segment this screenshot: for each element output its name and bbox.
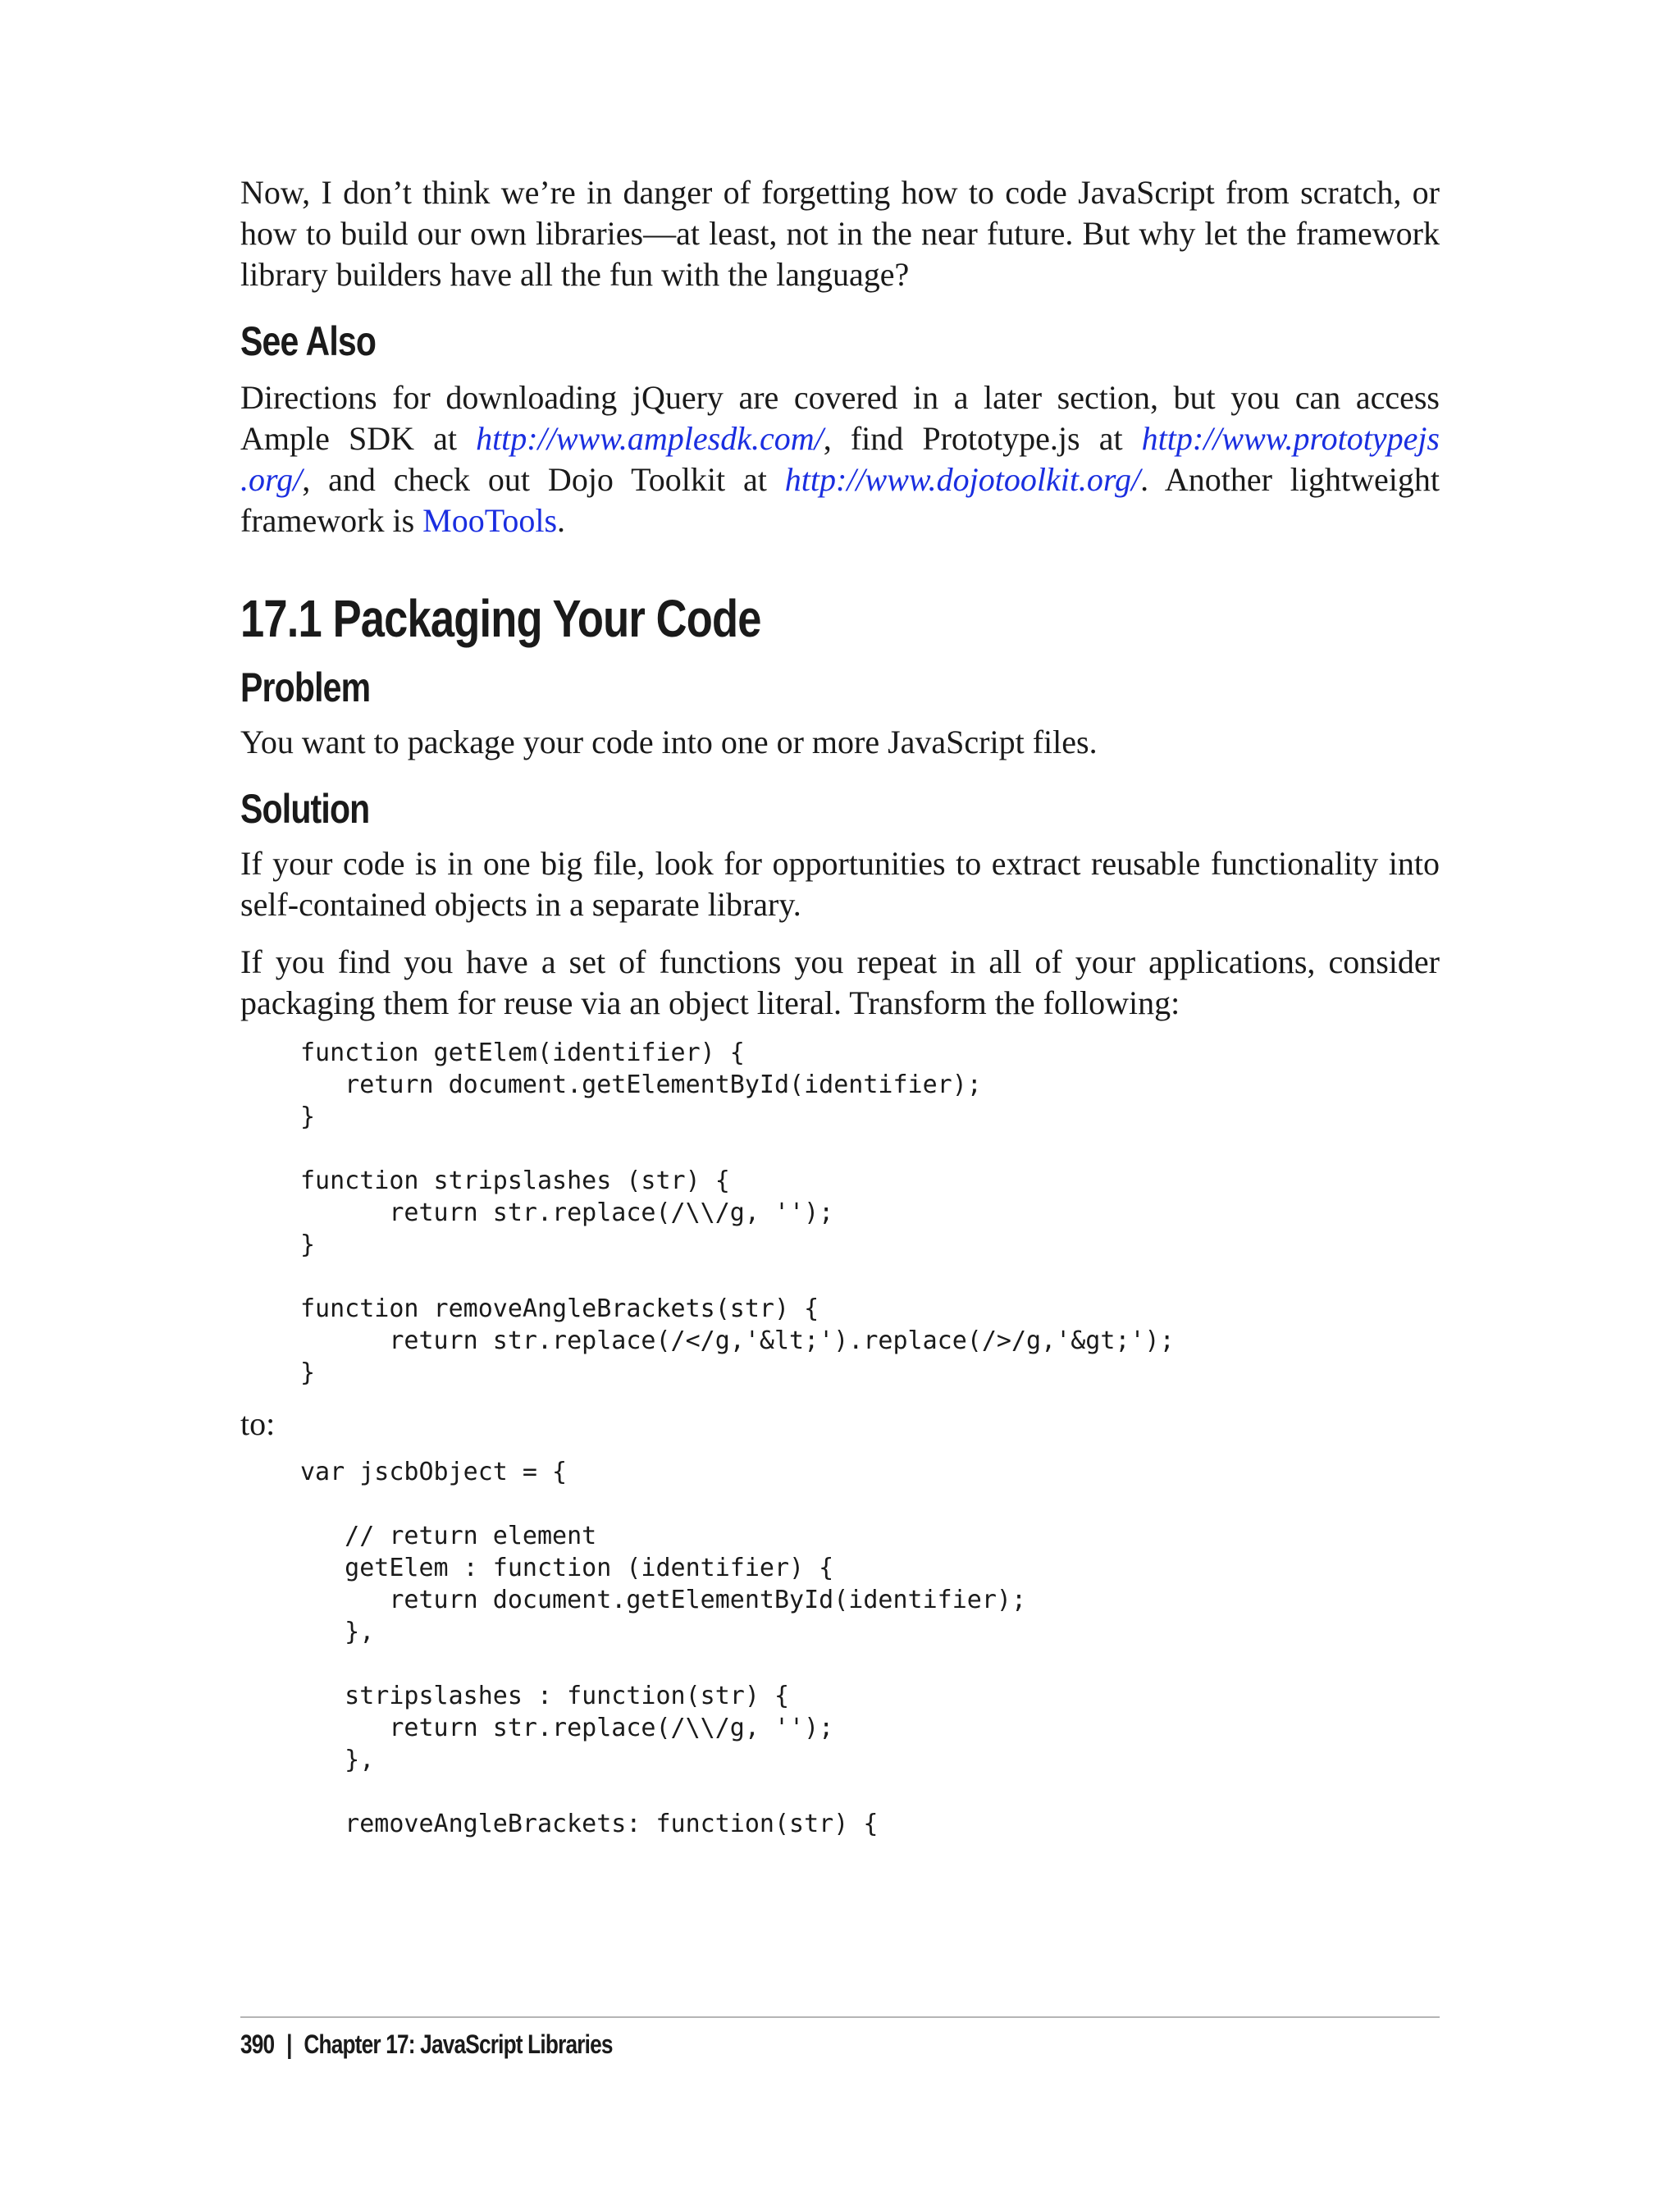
to-label: to: xyxy=(240,1405,276,1442)
section-title: 17.1 Packaging Your Code xyxy=(240,589,761,648)
footer-divider xyxy=(240,2016,1440,2018)
page-footer xyxy=(240,2026,613,2062)
see-also-text-4: . Another lightweight framework is xyxy=(240,461,1440,539)
intro-paragraph: Now, I don’t think we’re in danger of forgetting how to code JavaScript from scratch, or how to build our own libraries—at least, not in the near future. But why let the framework library builders have all the fun with the language? xyxy=(240,174,1440,293)
see-also-text-3: , and check out Dojo Toolkit at xyxy=(302,461,785,498)
prototypejs-link[interactable]: http://www.prototypejs .org/ xyxy=(240,420,1440,498)
problem-heading: Problem xyxy=(240,664,371,710)
solution-paragraph-1: If your code is in one big file, look for opportunities to extract reusable functionality into self-contained objects in a separate library. xyxy=(240,845,1440,923)
code-block-object-literal: var jscbObject = { // return element getElem : function (identifier) { return document.getElementById(identifier); }, stripslashes : function(str) { return str.replace(/\\/g, ''); }, removeAngleBrackets: function(str) { xyxy=(300,1458,1027,1838)
footer-separator: | xyxy=(286,2029,292,2059)
chapter-title: Chapter 17: JavaScript Libraries xyxy=(304,2029,613,2059)
page-number: 390 xyxy=(240,2029,275,2059)
see-also-text-1: Directions for downloading jQuery are covered in a later section, but you can access Ample SDK at xyxy=(240,379,1440,457)
solution-heading: Solution xyxy=(240,786,370,832)
amplesdk-link[interactable]: http://www.amplesdk.com/ xyxy=(476,420,824,457)
code-block-functions: function getElem(identifier) { return document.getElementById(identifier); } function stripslashes (str) { return str.replace(/\\/g, ''); } function removeAngleBrackets(str) { return str.replace(/</g,'&lt;').replace(/>/g,'&gt;'); } xyxy=(300,1039,1175,1387)
page-content xyxy=(240,172,1440,1840)
dojotoolkit-link[interactable]: http://www.dojotoolkit.org/ xyxy=(784,461,1141,498)
problem-paragraph: You want to package your code into one or more JavaScript files. xyxy=(240,724,1098,760)
see-also-text-5: . xyxy=(557,502,566,539)
see-also-text-2: , find Prototype.js at xyxy=(823,420,1142,457)
see-also-paragraph xyxy=(240,377,1440,541)
see-also-heading: See Also xyxy=(240,318,377,364)
mootools-link[interactable]: MooTools xyxy=(422,502,558,539)
solution-paragraph-2: If you find you have a set of functions you repeat in all of your applications, consider packaging them for reuse via an object literal. Transform the following: xyxy=(240,943,1440,1021)
